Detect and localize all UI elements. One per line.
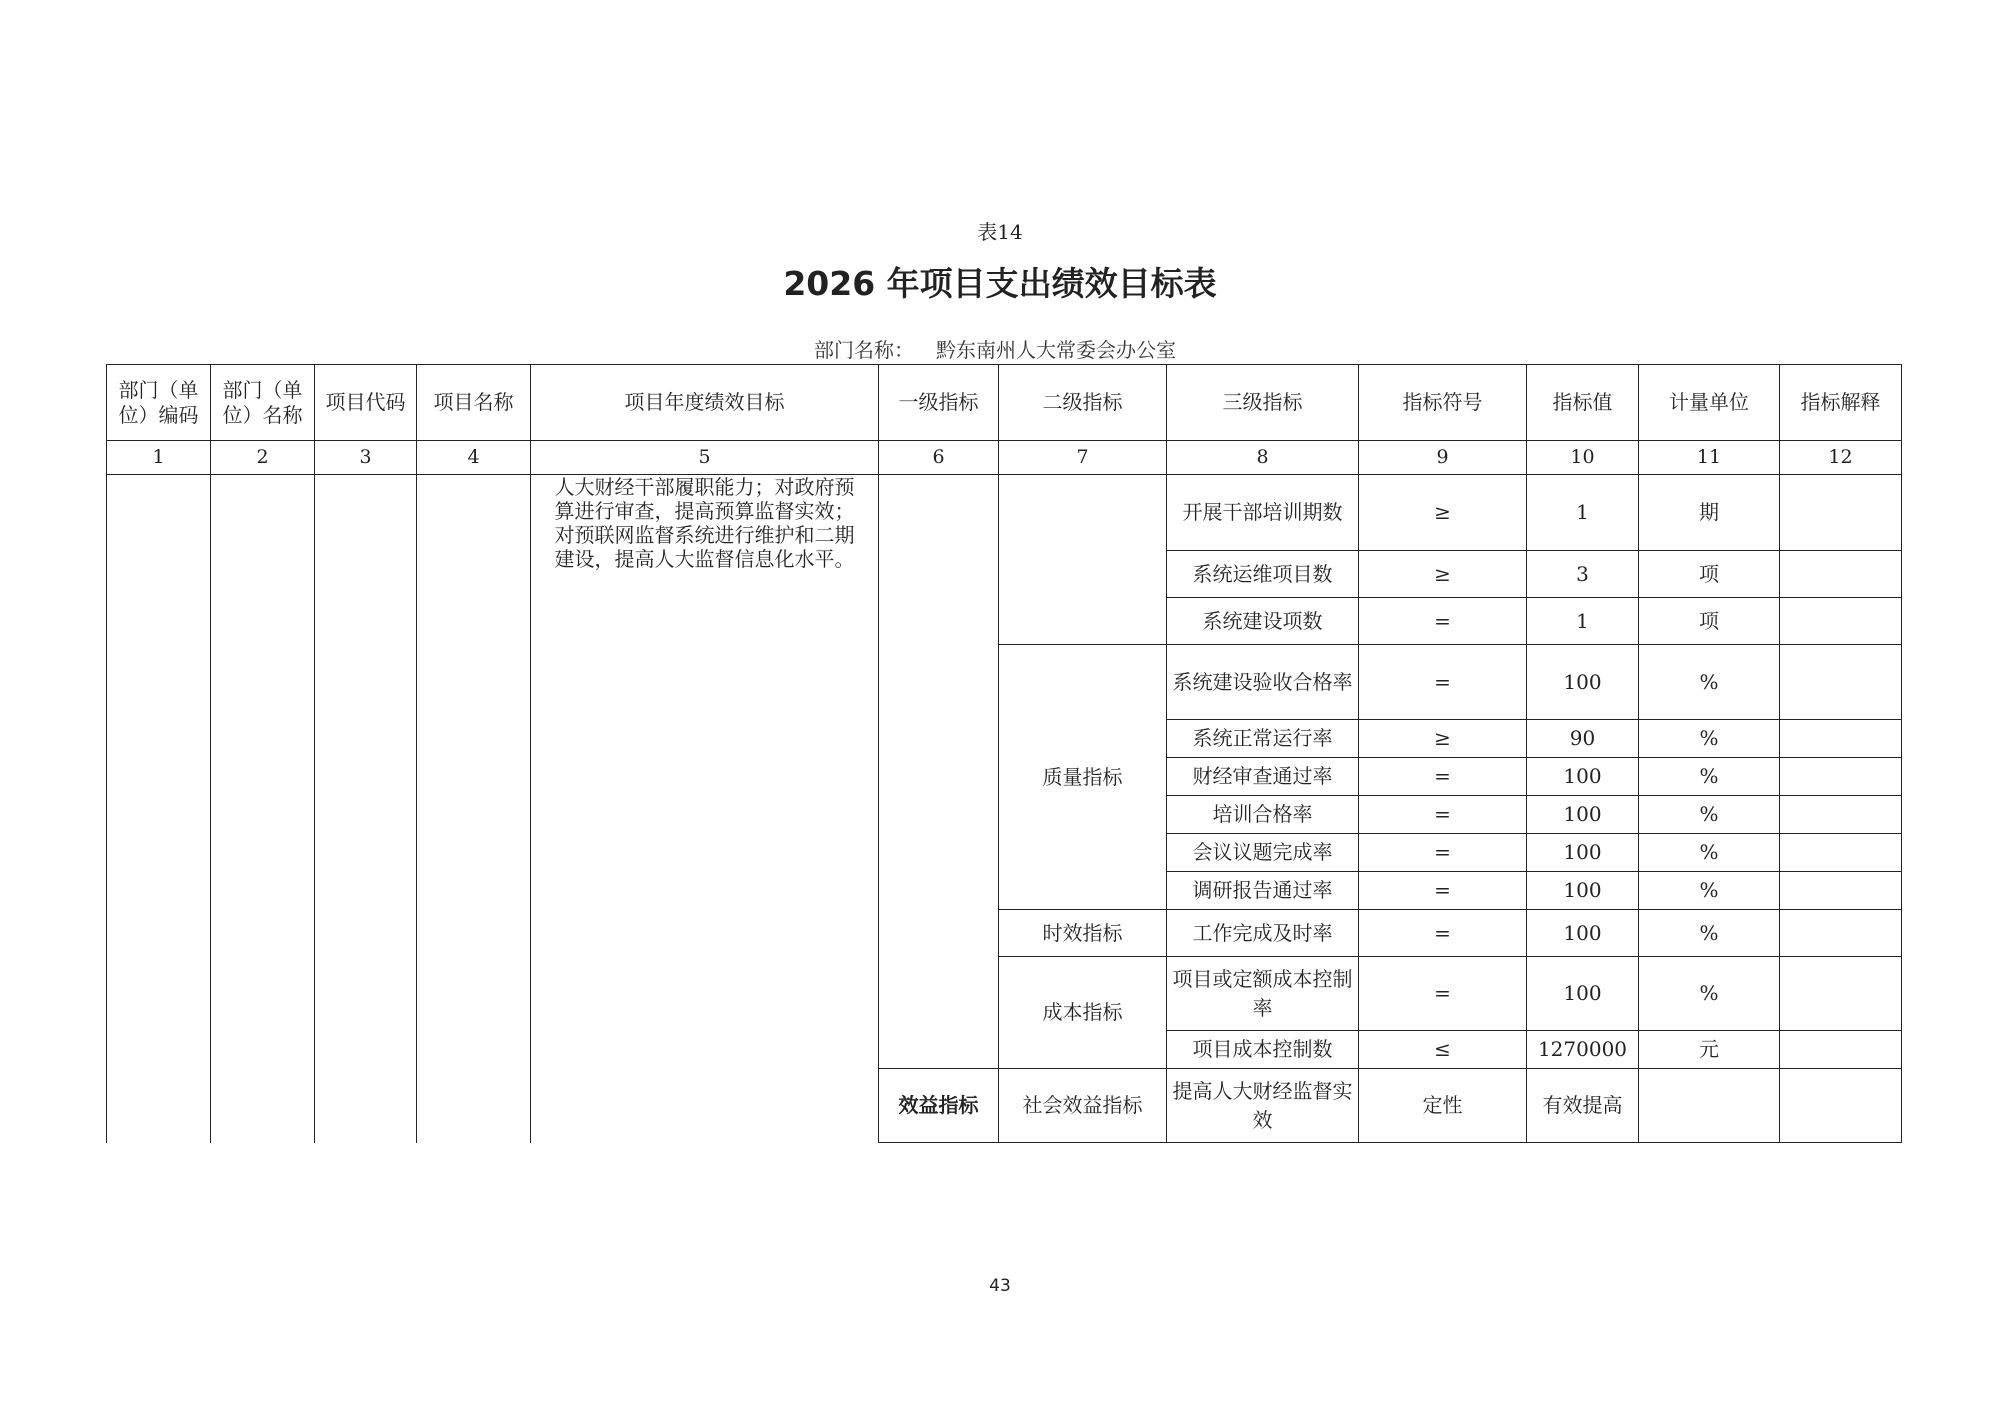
header-cell: 指标解释 xyxy=(1780,365,1902,441)
indicator-symbol: = xyxy=(1359,910,1527,957)
level3-indicator: 开展干部培训期数 xyxy=(1167,475,1359,551)
header-row xyxy=(107,365,1902,441)
level3-indicator: 系统建设验收合格率 xyxy=(1167,645,1359,720)
column-number: 10 xyxy=(1527,441,1639,475)
indicator-value: 1270000 xyxy=(1527,1031,1639,1069)
table-number: 表14 xyxy=(977,220,1023,244)
level2-timeliness-cell: 时效指标 xyxy=(999,910,1167,957)
annual-target-cell: 人大财经干部履职能力；对政府预算进行审查，提高预算监督实效；对预联网监督系统进行维护和二期建设，提高人大监督信息化水平。 xyxy=(531,475,879,1143)
level3-indicator: 系统建设项数 xyxy=(1167,598,1359,645)
header-cell: 指标符号 xyxy=(1359,365,1527,441)
level1-benefit-cell: 效益指标 xyxy=(879,1069,999,1143)
column-number: 1 xyxy=(107,441,211,475)
level3-indicator: 会议议题完成率 xyxy=(1167,834,1359,872)
unit: % xyxy=(1639,872,1780,910)
indicator-value: 100 xyxy=(1527,834,1639,872)
indicator-note xyxy=(1780,645,1902,720)
indicator-value: 有效提高 xyxy=(1527,1069,1639,1143)
header-cell: 部门（单位）名称 xyxy=(211,365,315,441)
project-code-cell xyxy=(315,475,417,1143)
dept-name-cell xyxy=(211,475,315,1143)
level3-indicator: 调研报告通过率 xyxy=(1167,872,1359,910)
unit: % xyxy=(1639,720,1780,758)
header-cell: 一级指标 xyxy=(879,365,999,441)
department-line xyxy=(814,334,1176,363)
indicator-symbol: = xyxy=(1359,872,1527,910)
unit: % xyxy=(1639,957,1780,1031)
column-number: 9 xyxy=(1359,441,1527,475)
header-cell: 指标值 xyxy=(1527,365,1639,441)
unit: % xyxy=(1639,796,1780,834)
unit: % xyxy=(1639,758,1780,796)
table-row xyxy=(107,475,1902,551)
header-cell: 项目年度绩效目标 xyxy=(531,365,879,441)
unit: 项 xyxy=(1639,598,1780,645)
header-cell: 部门（单位）编码 xyxy=(107,365,211,441)
column-number: 5 xyxy=(531,441,879,475)
level3-indicator: 系统正常运行率 xyxy=(1167,720,1359,758)
indicator-symbol: = xyxy=(1359,796,1527,834)
header-cell: 三级指标 xyxy=(1167,365,1359,441)
level2-quantity-cell xyxy=(999,475,1167,645)
department-label: 部门名称： xyxy=(814,338,914,362)
unit: % xyxy=(1639,910,1780,957)
indicator-value: 100 xyxy=(1527,796,1639,834)
indicator-symbol: = xyxy=(1359,758,1527,796)
department-name: 黔东南州人大常委会办公室 xyxy=(936,338,1176,362)
level3-indicator: 提高人大财经监督实效 xyxy=(1167,1069,1359,1143)
header-cell: 项目名称 xyxy=(417,365,531,441)
header-cell: 项目代码 xyxy=(315,365,417,441)
level3-indicator: 工作完成及时率 xyxy=(1167,910,1359,957)
indicator-note xyxy=(1780,758,1902,796)
indicator-symbol: ≤ xyxy=(1359,1031,1527,1069)
indicator-value: 100 xyxy=(1527,910,1639,957)
indicator-note xyxy=(1780,720,1902,758)
level3-indicator: 财经审查通过率 xyxy=(1167,758,1359,796)
indicator-symbol: = xyxy=(1359,645,1527,720)
unit: 期 xyxy=(1639,475,1780,551)
column-number: 4 xyxy=(417,441,531,475)
indicator-symbol: ≥ xyxy=(1359,551,1527,598)
indicator-symbol: 定性 xyxy=(1359,1069,1527,1143)
indicator-note xyxy=(1780,796,1902,834)
column-number: 2 xyxy=(211,441,315,475)
indicator-value: 1 xyxy=(1527,598,1639,645)
project-name-cell xyxy=(417,475,531,1143)
indicator-note xyxy=(1780,1069,1902,1143)
indicator-note xyxy=(1780,957,1902,1031)
page-number: 43 xyxy=(989,1276,1011,1296)
indicator-value: 100 xyxy=(1527,645,1639,720)
indicator-value: 3 xyxy=(1527,551,1639,598)
header-cell: 二级指标 xyxy=(999,365,1167,441)
indicator-symbol: ≥ xyxy=(1359,475,1527,551)
indicator-value: 1 xyxy=(1527,475,1639,551)
indicator-value: 90 xyxy=(1527,720,1639,758)
level2-cost-cell: 成本指标 xyxy=(999,957,1167,1069)
level2-quality-cell: 质量指标 xyxy=(999,645,1167,910)
page-title: 2026 年项目支出绩效目标表 xyxy=(783,264,1217,303)
indicator-note xyxy=(1780,910,1902,957)
unit xyxy=(1639,1069,1780,1143)
indicator-note xyxy=(1780,598,1902,645)
performance-target-table xyxy=(106,364,1902,1143)
column-number: 8 xyxy=(1167,441,1359,475)
indicator-value: 100 xyxy=(1527,957,1639,1031)
column-number: 3 xyxy=(315,441,417,475)
indicator-symbol: = xyxy=(1359,598,1527,645)
column-number: 7 xyxy=(999,441,1167,475)
level3-indicator: 系统运维项目数 xyxy=(1167,551,1359,598)
level2-social-benefit-cell: 社会效益指标 xyxy=(999,1069,1167,1143)
unit: 元 xyxy=(1639,1031,1780,1069)
unit: 项 xyxy=(1639,551,1780,598)
indicator-value: 100 xyxy=(1527,872,1639,910)
header-cell: 计量单位 xyxy=(1639,365,1780,441)
level3-indicator: 项目成本控制数 xyxy=(1167,1031,1359,1069)
column-number: 12 xyxy=(1780,441,1902,475)
level3-indicator: 培训合格率 xyxy=(1167,796,1359,834)
indicator-symbol: = xyxy=(1359,834,1527,872)
indicator-note xyxy=(1780,834,1902,872)
level1-output-cell xyxy=(879,475,999,1069)
indicator-note xyxy=(1780,1031,1902,1069)
indicator-symbol: ≥ xyxy=(1359,720,1527,758)
column-number: 6 xyxy=(879,441,999,475)
column-number-row xyxy=(107,441,1902,475)
indicator-symbol: = xyxy=(1359,957,1527,1031)
unit: % xyxy=(1639,834,1780,872)
indicator-note xyxy=(1780,475,1902,551)
column-number: 11 xyxy=(1639,441,1780,475)
level3-indicator: 项目或定额成本控制率 xyxy=(1167,957,1359,1031)
indicator-note xyxy=(1780,551,1902,598)
dept-code-cell xyxy=(107,475,211,1143)
indicator-value: 100 xyxy=(1527,758,1639,796)
unit: % xyxy=(1639,645,1780,720)
indicator-note xyxy=(1780,872,1902,910)
